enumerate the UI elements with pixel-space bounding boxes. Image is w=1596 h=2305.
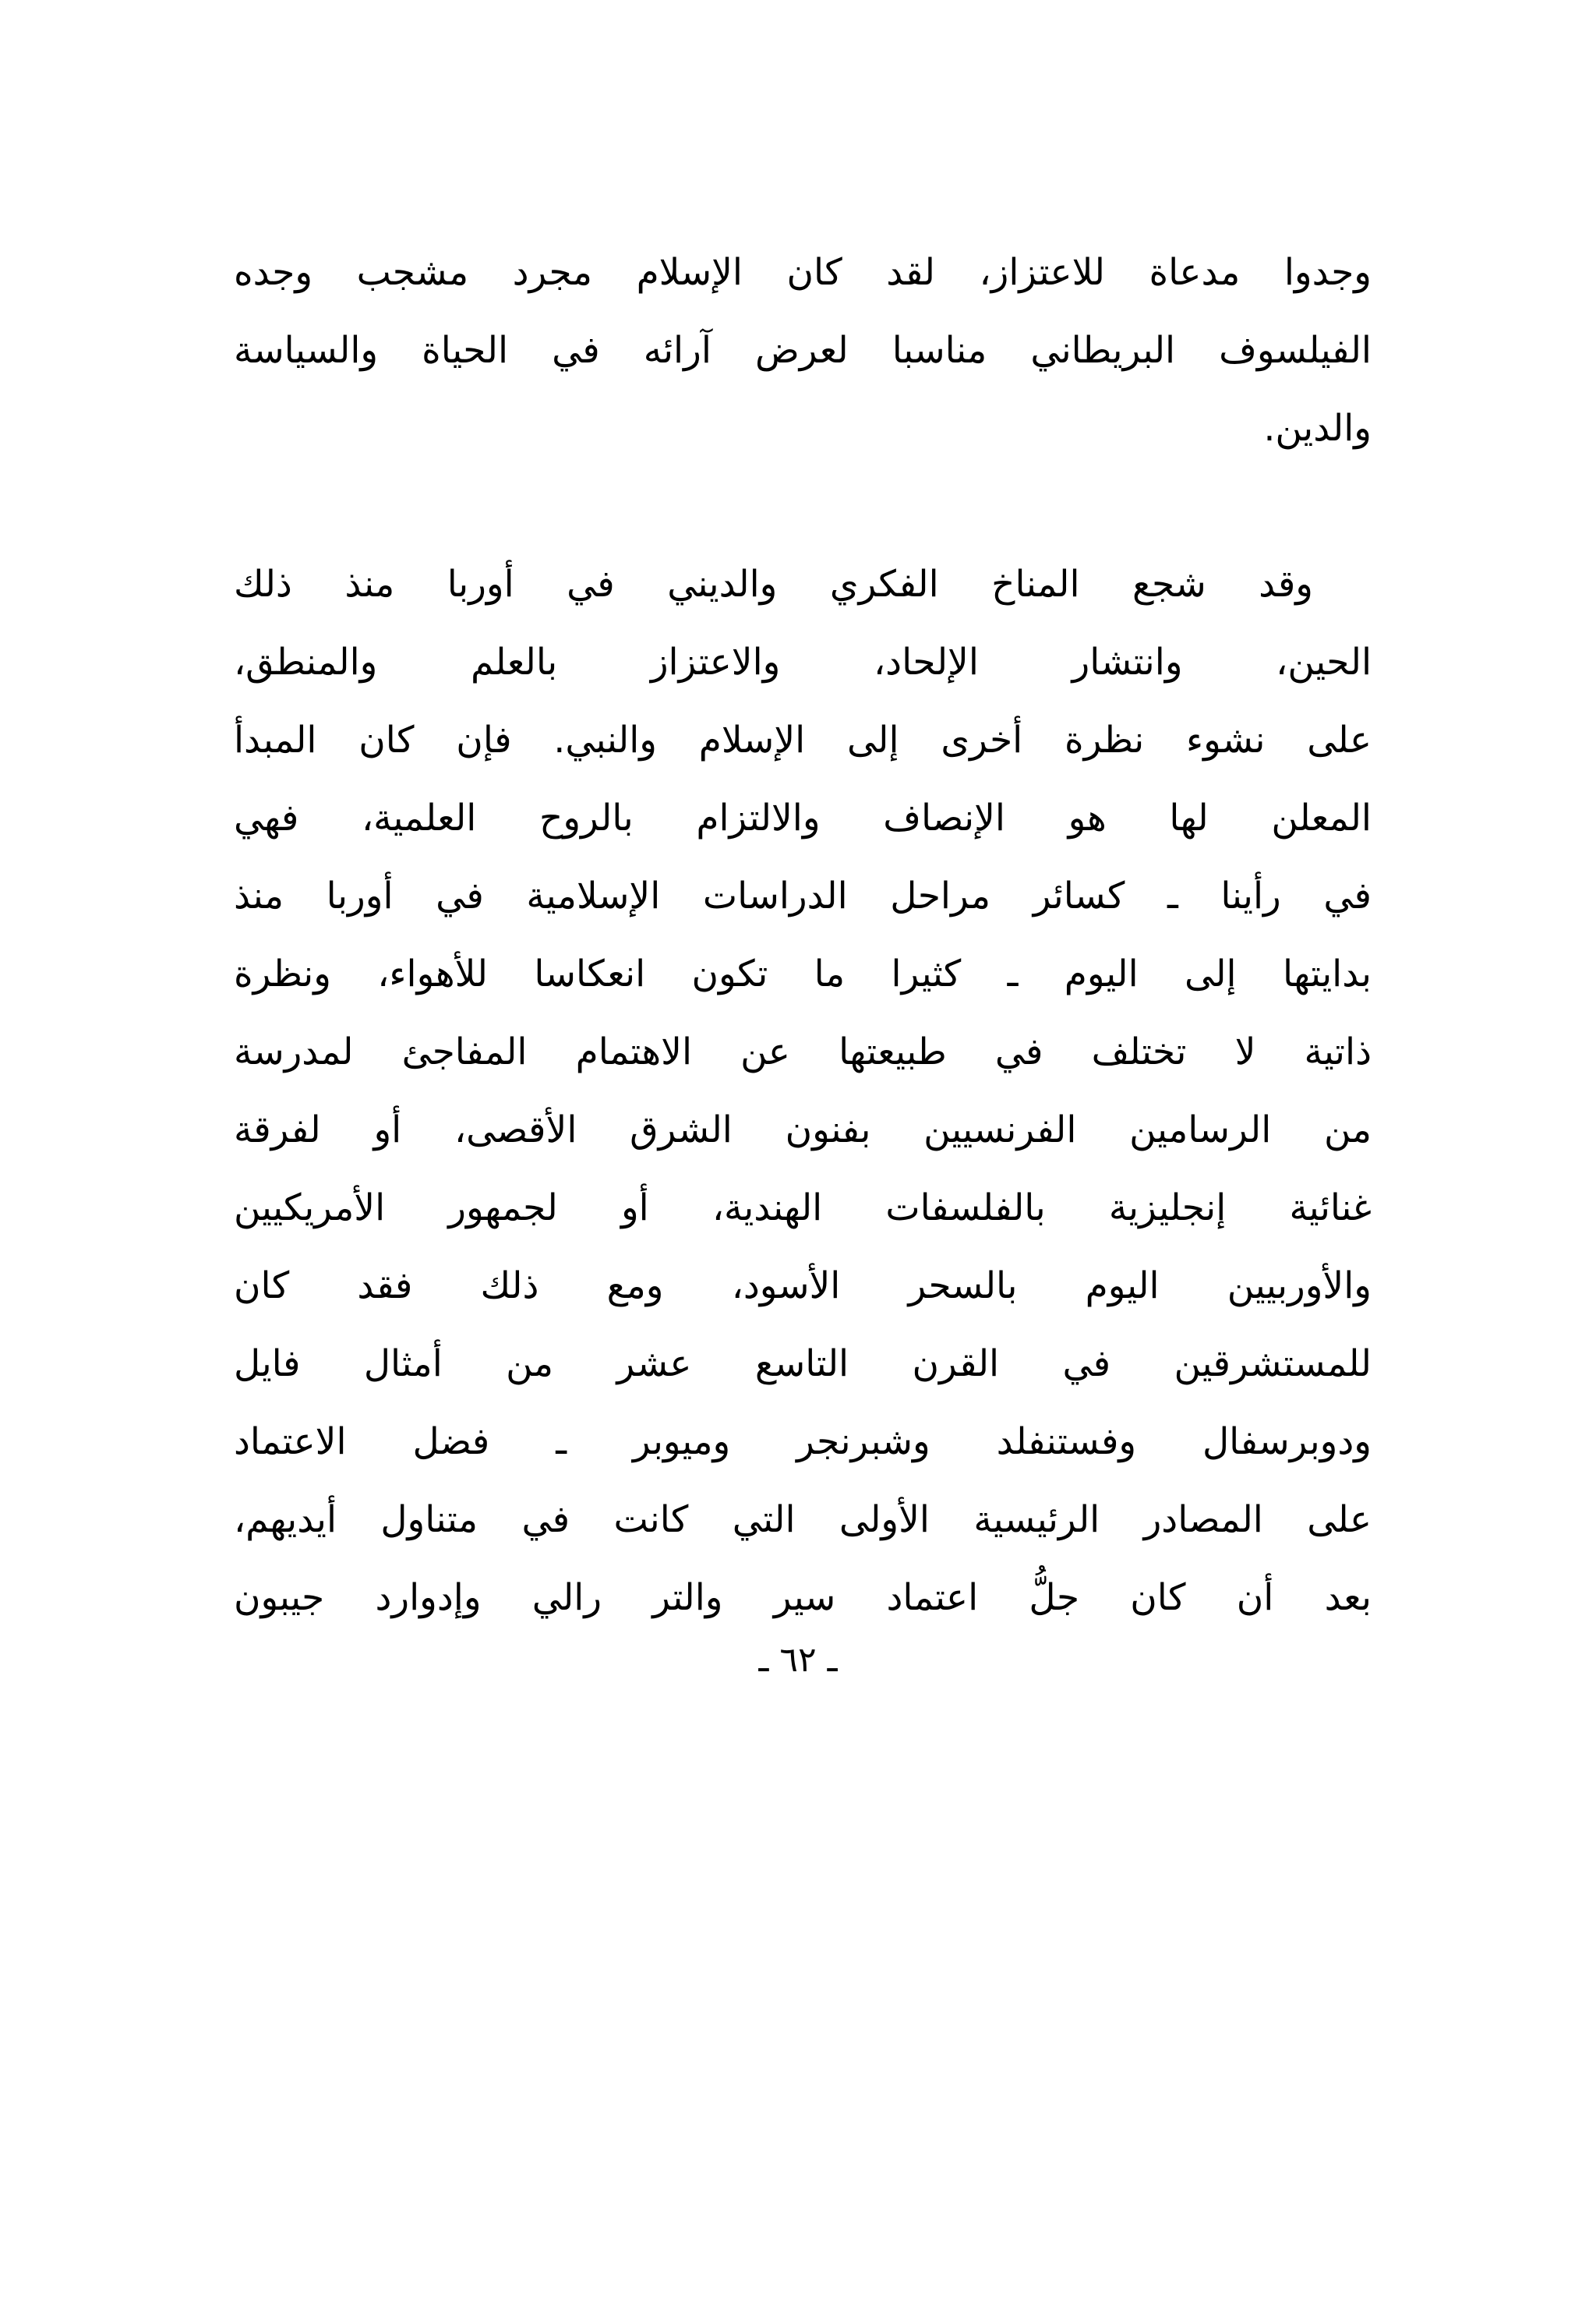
text-line: المعلن لها هو الإنصاف والالتزام بالروح العلمية، فهي xyxy=(234,797,1372,840)
text-line: ذاتية لا تختلف في طبيعتها عن الاهتمام المفاجئ لمدرسة xyxy=(234,1031,1372,1073)
text-line: على المصادر الرئيسية الأولى التي كانت في متناول أيديهم، xyxy=(234,1498,1372,1541)
text-line: بدايتها إلى اليوم ـ كثيرا ما تكون انعكاسا للأهواء، ونظرة xyxy=(234,953,1372,995)
text-line: غنائية إنجليزية بالفلسفات الهندية، أو لجمهور الأمريكيين xyxy=(234,1186,1372,1229)
text-line: في رأينا ـ كسائر مراحل الدراسات الإسلامية في أوربا منذ xyxy=(234,875,1372,917)
text-line: والأوربيين اليوم بالسحر الأسود، ومع ذلك فقد كان xyxy=(234,1264,1372,1307)
page-number: ـ ٦٢ ـ xyxy=(758,1640,838,1680)
paragraph-1 xyxy=(234,234,1372,468)
text-line: للمستشرقين في القرن التاسع عشر من أمثال فايل xyxy=(234,1342,1372,1385)
text-line: وجدوا مدعاة للاعتزاز، لقد كان الإسلام مجرد مشجب وجده xyxy=(234,251,1372,294)
text-line: ودوبرسفال وفستنفلد وشبرنجر وميوبر ـ فضل الاعتماد xyxy=(234,1420,1372,1463)
text-line: وقد شجع المناخ الفكري والديني في أوربا منذ ذلك xyxy=(234,563,1313,606)
text-line: بعد أن كان جلُّ اعتماد سير والتر رالي وإدوارد جيبون xyxy=(234,1576,1372,1619)
text-line: الفيلسوف البريطاني مناسبا لعرض آرائه في الحياة والسياسة xyxy=(234,329,1372,372)
text-line: من الرسامين الفرنسيين بفنون الشرق الأقصى، أو لفرقة xyxy=(234,1108,1372,1151)
paragraph-2 xyxy=(234,546,1372,1637)
text-line: على نشوء نظرة أخرى إلى الإسلام والنبي. فإن كان المبدأ xyxy=(234,719,1372,762)
text-line: والدين. xyxy=(1263,407,1372,450)
text-line: الحين، وانتشار الإلحاد، والاعتزاز بالعلم والمنطق، xyxy=(234,641,1372,684)
